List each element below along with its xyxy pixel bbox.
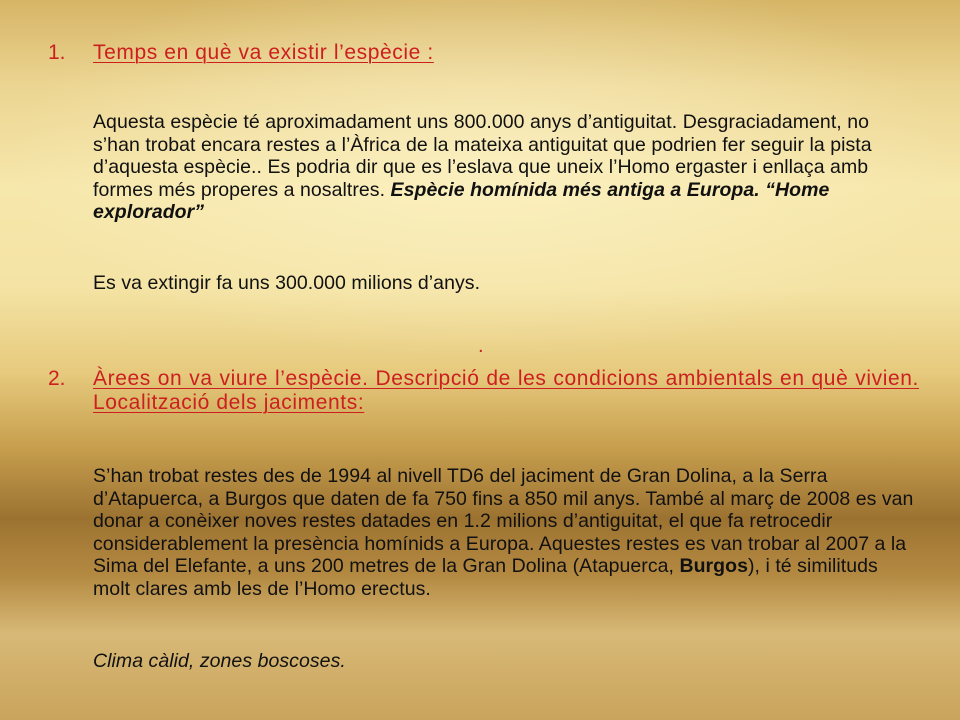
section1-title: Temps en què va existir l’espècie : — [93, 41, 434, 64]
section1-text: Aquesta espècie té aproximadament uns 800.000 anys d’antiguitat. Desgraciadament, no s’han trobat encara restes a l’Àfrica de la mateixa antiguitat que podrien fer seguir la pista d’aquesta espècie.. Es podria dir que es l’eslava que uneix l’Homo ergaster i enllaça amb formes més properes a nosaltres. — [93, 111, 872, 201]
section2-text-a: S’han trobat restes des de 1994 al nivell TD6 del jaciment de Gran Dolina, a la Serra d’Atapuerca, a Burgos que daten de fa 750 fins a 850 mil anys. També al març de 2008 es van donar a conèixer noves restes datades en 1.2 milions d’antiguitat, el que fa retrocedir considerablement la presència homínids a Europa. Aquestes restes es van trobar al 2007 a la Sima del Elefante, a uns 200 metres de la Gran Dolina (Atapuerca, — [93, 465, 914, 577]
section1-highlight: Espècie homínida més antiga a Europa. “Home explorador” — [93, 178, 830, 223]
section2-climate: Clima càlid, zones boscoses. — [93, 650, 346, 672]
section1-paragraph — [93, 111, 919, 224]
section2-text-b: ), i té similituds molt clares amb les de l’Homo erectus. — [93, 555, 878, 600]
section2-paragraph — [93, 465, 919, 600]
section2-number: 2. — [48, 367, 66, 390]
section1-number: 1. — [48, 41, 66, 64]
section1-extinction: Es va extingir fa uns 300.000 milions d’anys. — [93, 272, 481, 294]
separator-dot: . — [478, 335, 484, 357]
section2-title: Àrees on va viure l’espècie. Descripció de les condicions ambientals en què vivien. Localització dels jaciments: — [93, 367, 919, 414]
section2-bold-burgos: Burgos — [679, 555, 749, 577]
